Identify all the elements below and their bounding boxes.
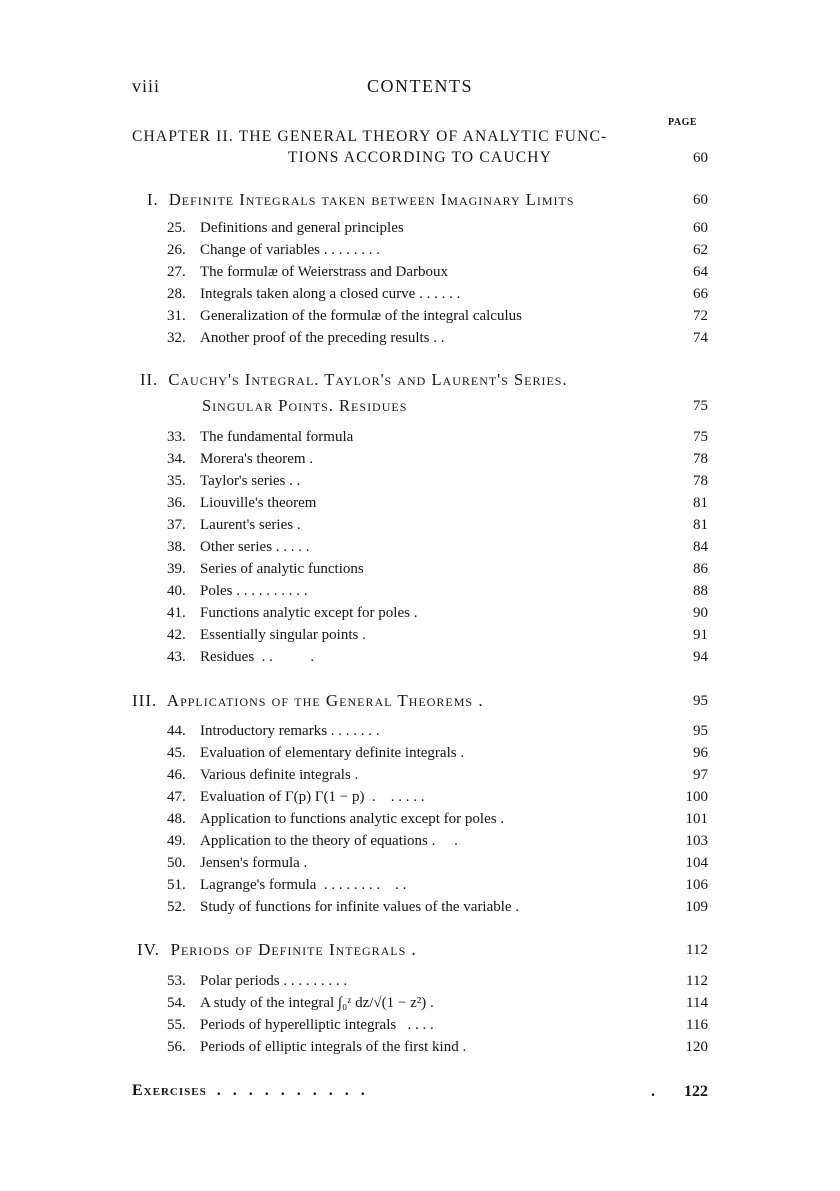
entry-title: Other series . . . . .: [200, 539, 310, 555]
entry-title: Polar periods . . . . . . . . .: [200, 973, 348, 989]
entry-title: Morera's theorem .: [200, 451, 314, 467]
toc-entry: [167, 874, 708, 896]
toc-entry: [167, 327, 708, 349]
entry-page: 104: [685, 855, 708, 871]
part-page: 112: [686, 942, 708, 958]
toc-entry: [167, 852, 708, 874]
entry-number: 43.: [167, 649, 186, 665]
entry-title: Introductory remarks . . . . . . .: [200, 723, 380, 739]
entry-number: 52.: [167, 899, 186, 915]
part-heading: [147, 190, 575, 210]
toc-entry: [167, 580, 708, 602]
entry-page: 120: [685, 1039, 708, 1055]
entry-title: The fundamental formula: [200, 429, 354, 445]
part-numeral: IV.: [137, 940, 160, 959]
toc-entry: [167, 602, 708, 624]
entry-page: 96: [693, 745, 708, 761]
entry-page: 101: [685, 811, 708, 827]
part-title: Periods of Definite Integrals .: [170, 940, 417, 959]
entry-number: 39.: [167, 561, 186, 577]
part-page: 95: [693, 693, 708, 709]
entry-page: 74: [693, 330, 708, 346]
entry-number: 56.: [167, 1039, 186, 1055]
entry-number: 27.: [167, 264, 186, 280]
entry-number: 37.: [167, 517, 186, 533]
entry-title: Application to functions analytic except for poles .: [200, 811, 505, 827]
entry-title: Change of variables . . . . . . . .: [200, 242, 380, 258]
part-page: 60: [693, 192, 708, 208]
toc-entry: [167, 742, 708, 764]
entry-page: 100: [685, 789, 708, 805]
entry-number: 33.: [167, 429, 186, 445]
entry-title: Generalization of the formulæ of the integral calculus: [200, 308, 522, 324]
entry-page: 66: [693, 286, 708, 302]
entry-page: 75: [693, 429, 708, 445]
entry-number: 38.: [167, 539, 186, 555]
entry-title: Various definite integrals .: [200, 767, 359, 783]
entry-page: 109: [685, 899, 708, 915]
entry-number: 48.: [167, 811, 186, 827]
part-title: Definite Integrals taken between Imaginary Limits: [168, 190, 575, 209]
entry-title: Poles . . . . . . . . . .: [200, 583, 308, 599]
entry-number: 47.: [167, 789, 186, 805]
chapter-heading-line1: CHAPTER II. THE GENERAL THEORY OF ANALYTIC FUNC-: [132, 128, 608, 145]
entry-page: 91: [693, 627, 708, 643]
entry-number: 55.: [167, 1017, 186, 1033]
entry-page: 78: [693, 451, 708, 467]
entry-page: 95: [693, 723, 708, 739]
entry-page: 62: [693, 242, 708, 258]
entry-page: 81: [693, 495, 708, 511]
toc-entry: [167, 786, 708, 808]
entry-title: Essentially singular points .: [200, 627, 366, 643]
toc-entry: [167, 646, 708, 668]
chapter-heading-line2: TIONS ACCORDING TO CAUCHY: [287, 149, 553, 166]
part-title-line2: Singular Points. Residues: [202, 396, 408, 415]
entry-page: 72: [693, 308, 708, 324]
toc-entry: [167, 830, 708, 852]
entry-number: 31.: [167, 308, 186, 324]
toc-entry: [167, 514, 708, 536]
entry-number: 32.: [167, 330, 186, 346]
entry-title: Taylor's series . .: [200, 473, 301, 489]
entry-number: 35.: [167, 473, 186, 489]
exercises-label: Exercises: [132, 1082, 207, 1099]
entry-number: 41.: [167, 605, 186, 621]
entry-title: Study of functions for infinite values of the variable .: [200, 899, 520, 915]
entry-number: 51.: [167, 877, 186, 893]
entry-number: 40.: [167, 583, 186, 599]
entry-page: 60: [693, 220, 708, 236]
toc-entry: [167, 217, 708, 239]
entry-number: 42.: [167, 627, 186, 643]
entry-page: 64: [693, 264, 708, 280]
part-heading: [140, 370, 568, 390]
entry-page: 78: [693, 473, 708, 489]
page-number: viii: [132, 76, 161, 96]
entry-title: Application to the theory of equations . .: [200, 833, 458, 849]
toc-entry: [167, 1036, 708, 1058]
entry-page: 86: [693, 561, 708, 577]
entry-number: 45.: [167, 745, 186, 761]
exercises-heading: [132, 1082, 369, 1100]
entry-title: Lagrange's formula . . . . . . . . . .: [200, 877, 407, 893]
toc-entry: [167, 239, 708, 261]
toc-entry: [167, 283, 708, 305]
toc-entry: [167, 305, 708, 327]
toc-entry: [167, 558, 708, 580]
entry-page: 88: [693, 583, 708, 599]
part-numeral: I.: [147, 190, 159, 209]
entry-title: Evaluation of Γ(p) Γ(1 − p) . . . . . .: [200, 789, 425, 805]
exercises-page: 122: [684, 1083, 708, 1100]
entry-number: 34.: [167, 451, 186, 467]
entry-page: 90: [693, 605, 708, 621]
entry-page: 84: [693, 539, 708, 555]
toc-entry: [167, 764, 708, 786]
entry-number: 36.: [167, 495, 186, 511]
part-heading: [137, 940, 417, 960]
toc-entry: [167, 261, 708, 283]
entry-number: 54.: [167, 995, 186, 1011]
part-heading: [132, 691, 484, 711]
entry-number: 44.: [167, 723, 186, 739]
entry-title: Liouville's theorem: [200, 495, 317, 511]
entry-title: Jensen's formula .: [200, 855, 308, 871]
entry-page: 81: [693, 517, 708, 533]
entry-title: Periods of hyperelliptic integrals . . . .: [200, 1017, 434, 1033]
toc-entry: [167, 992, 708, 1014]
page-column-label: PAGE: [668, 117, 698, 128]
toc-entry: [167, 808, 708, 830]
part-page: 75: [693, 398, 708, 414]
toc-entry: [167, 1014, 708, 1036]
running-title: CONTENTS: [367, 76, 473, 96]
entry-number: 46.: [167, 767, 186, 783]
toc-entry: [167, 448, 708, 470]
part-title: Cauchy's Integral. Taylor's and Laurent's Series.: [168, 370, 568, 389]
toc-entry: [167, 624, 708, 646]
entry-page: 116: [686, 1017, 708, 1033]
entry-page: 114: [686, 995, 708, 1011]
entry-number: 53.: [167, 973, 186, 989]
chapter-page: 60: [693, 150, 708, 166]
entry-title: Another proof of the preceding results . .: [200, 330, 445, 346]
entry-title: Laurent's series .: [200, 517, 301, 533]
toc-entry: [167, 720, 708, 742]
toc-entry: [167, 470, 708, 492]
toc-entry: [167, 896, 708, 918]
toc-entry: [167, 536, 708, 558]
entry-title: Definitions and general principles: [200, 220, 404, 236]
toc-entry: [167, 426, 708, 448]
part-title: Applications of the General Theorems .: [166, 691, 484, 710]
entry-page: 97: [693, 767, 708, 783]
part-numeral: II.: [140, 370, 159, 389]
entry-number: 28.: [167, 286, 186, 302]
entry-title: The formulæ of Weierstrass and Darboux: [200, 264, 449, 280]
part-numeral: III.: [132, 691, 158, 710]
entry-number: 25.: [167, 220, 186, 236]
entry-number: 50.: [167, 855, 186, 871]
entry-page: 106: [685, 877, 708, 893]
exercises-leader-dot: .: [651, 1083, 655, 1100]
toc-entry: [167, 970, 708, 992]
entry-title: Periods of elliptic integrals of the first kind .: [200, 1039, 467, 1055]
exercises-leader-dots: . . . . . . . . . .: [216, 1082, 369, 1099]
entry-page: 112: [686, 973, 708, 989]
entry-title: A study of the integral ∫₀ᶻ dz/√(1 − z²) .: [200, 995, 434, 1011]
entry-number: 49.: [167, 833, 186, 849]
entry-title: Integrals taken along a closed curve . . . . . .: [200, 286, 461, 302]
entry-title: Functions analytic except for poles .: [200, 605, 418, 621]
toc-entry: [167, 492, 708, 514]
entry-title: Residues . . .: [200, 649, 315, 665]
entry-number: 26.: [167, 242, 186, 258]
entry-page: 103: [685, 833, 708, 849]
entry-page: 94: [693, 649, 708, 665]
entry-title: Series of analytic functions: [200, 561, 364, 577]
entry-title: Evaluation of elementary definite integrals .: [200, 745, 465, 761]
